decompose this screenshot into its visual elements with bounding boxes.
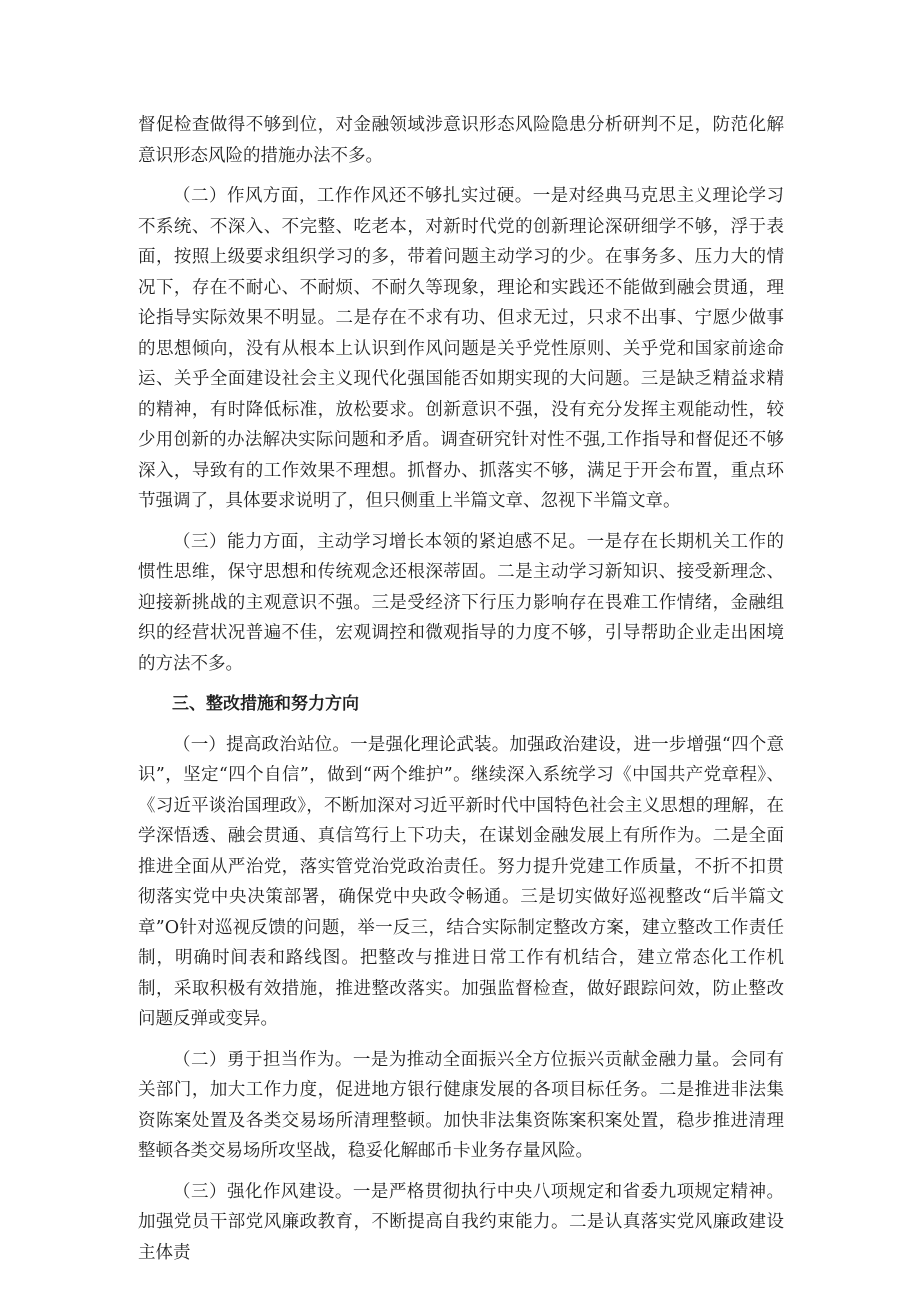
section-heading-rectification: 三、整改措施和努力方向 xyxy=(172,694,359,714)
paragraph-measure-responsibility: （二）勇于担当作为。一是为推动全面振兴全方位振兴贡献金融力量。会同有关部门，加大工作力度，促进地方银行健康发展的各项目标任务。二是推进非法集资陈案处置及各类交易场所清理整顿。加快非法集资陈案积案处置，稳步推进清理整顿各类交易场所攻坚战，稳妥化解邮币卡业务存量风险。 xyxy=(138,1049,784,1161)
document-body xyxy=(138,110,784,1278)
paragraph-ability: （三）能力方面，主动学习增长本领的紧迫感不足。一是存在长期机关工作的惯性思维，保守思想和传统观念还根深蒂固。二是主动学习新知识、接受新理念、迎接新挑战的主观意识不强。三是受经济下行压力影响存在畏难工作情绪，金融组织的经营状况普遍不佳，宏观调控和微观指导的力度不够，引导帮助企业走出困境的方法不多。 xyxy=(138,531,784,674)
paragraph-measure-political: （一）提高政治站位。一是强化理论武装。加强政治建设，进一步增强“四个意识”，坚定“四个自信”，做到“两个维护”。继续深入系统学习《中国共产党章程》、《习近平谈治国理政》，不断加深对习近平新时代中国特色社会主义思想的理解，在学深悟透、融会贯通、真信笃行上下功夫，在谋划金融发展上有所作为。二是全面推进全面从严治党，落实管党治党政治责任。努力提升党建工作质量，不折不扣贯彻落实党中央决策部署，确保党中央政令畅通。三是切实做好巡视整改“后半篇文章”O针对巡视反馈的问题，举一反三，结合实际制定整改方案，建立整改工作责任制，明确时间表和路线图。把整改与推进日常工作有机结合，建立常态化工作机制，采取积极有效措施，推进整改落实。加强监督检查，做好跟踪问效，防止整改问题反弹或变异。 xyxy=(138,734,784,1029)
paragraph-work-style: （二）作风方面，工作作风还不够扎实过硬。一是对经典马克思主义理论学习不系统、不深入、不完整、吃老本，对新时代党的创新理论深研细学不够，浮于表面，按照上级要求组织学习的多，带着问题主动学习的少。在事务多、压力大的情况下，存在不耐心、不耐烦、不耐久等现象，理论和实践还不能做到融会贯通，理论指导实际效果不明显。二是存在不求有功、但求无过，只求不出事、宁愿少做事的思想倾向，没有从根本上认识到作风问题是关乎党性原则、关乎党和国家前途命运、关乎全面建设社会主义现代化强国能否如期实现的大问题。三是缺乏精益求精的精神，有时降低标准，放松要求。创新意识不强，没有充分发挥主观能动性，较少用创新的办法解决实际问题和矛盾。调查研究针对性不强,工作指导和督促还不够深入，导致有的工作效果不理想。抓督办、抓落实不够，满足于开会布置，重点环节强调了，具体要求说明了，但只侧重上半篇文章、忽视下半篇文章。 xyxy=(138,186,784,511)
paragraph-continuation: 督促检查做得不够到位，对金融领域涉意识形态风险隐患分析研判不足，防范化解意识形态风险的措施办法不多。 xyxy=(138,115,784,166)
paragraph-measure-style-building: （三）强化作风建设。一是严格贯彻执行中央八项规定和省委九项规定精神。加强党员干部党风廉政教育，不断提高自我约束能力。二是认真落实党风廉政建设主体责 xyxy=(138,1181,784,1263)
